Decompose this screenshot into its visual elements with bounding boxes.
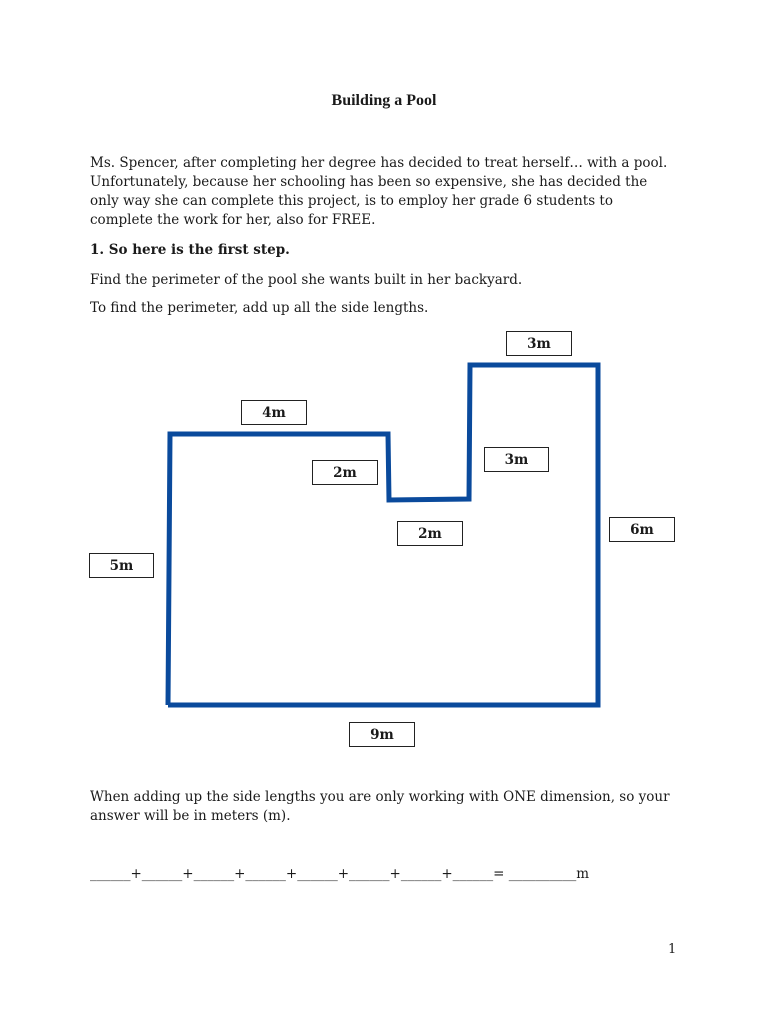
label-top-right: 3m — [506, 331, 572, 356]
intro-paragraph: Ms. Spencer, after completing her degree has decided to treat herself… with a pool. Unfortunately, because her schooling has been so expensive, she has decided the only way she can complete this project, is to employ her grade 6 students to complete the work for her, also for FREE. — [90, 155, 668, 228]
dimension-note — [90, 788, 680, 826]
label-inner-left-drop: 2m — [312, 460, 378, 485]
page-title: Building a Pool — [331, 92, 437, 109]
page-number: 1 — [668, 942, 677, 957]
label-notch-bottom: 2m — [397, 521, 463, 546]
label-inner-right-rise: 3m — [484, 447, 549, 472]
step-heading: 1. So here is the first step. — [90, 242, 290, 258]
label-right-side: 6m — [609, 517, 675, 542]
pool-outline — [168, 365, 598, 705]
perimeter-equation-blanks: ______+______+______+______+______+______+______+______= __________m — [90, 866, 590, 882]
perimeter-hint: To find the perimeter, add up all the side lengths. — [90, 300, 429, 316]
note-emphasis: ONE — [503, 789, 536, 805]
note-text-before: When adding up the side lengths you are only working with — [90, 789, 504, 805]
find-perimeter-instruction: Find the perimeter of the pool she wants built in her backyard. — [90, 272, 523, 288]
note-text-after: dimension, so your answer will be in meters (m). — [90, 789, 670, 824]
label-left-side: 5m — [89, 553, 154, 578]
label-top-left: 4m — [241, 400, 307, 425]
label-bottom: 9m — [349, 722, 415, 747]
